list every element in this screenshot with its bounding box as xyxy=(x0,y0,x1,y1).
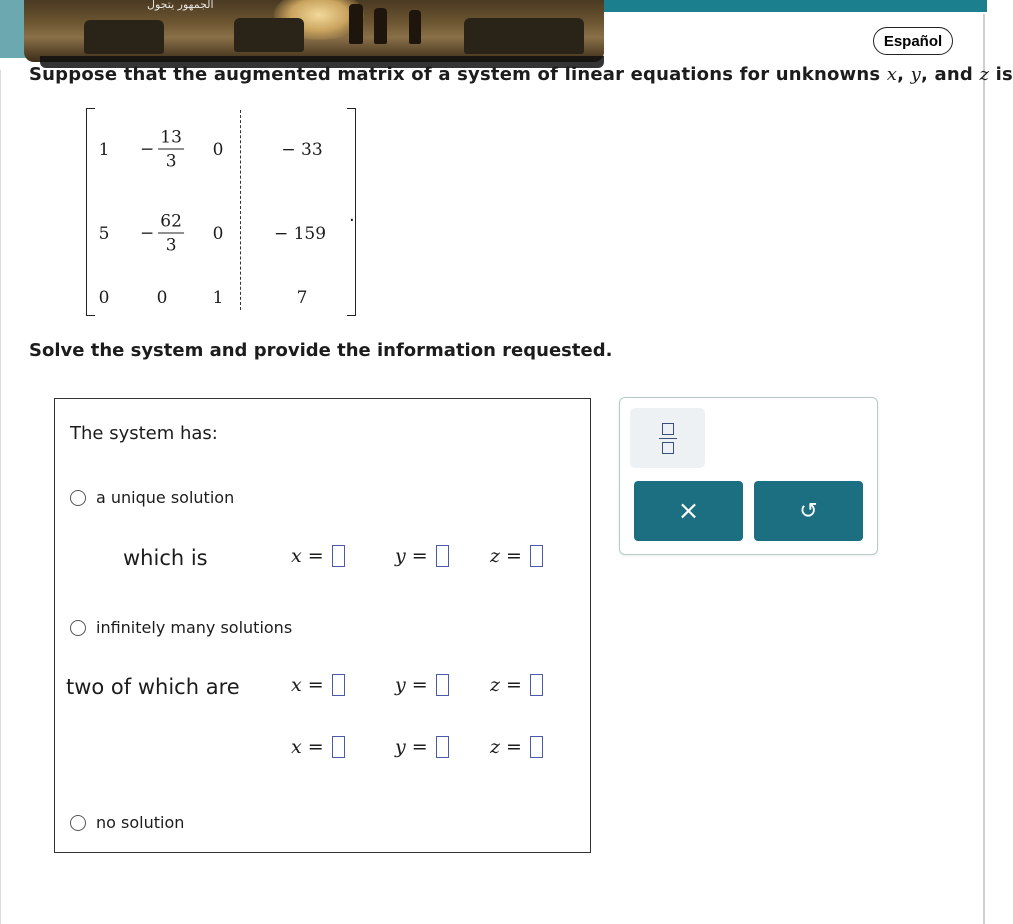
banner-caption: الجمهور يتجول xyxy=(147,0,214,11)
var-x: x xyxy=(886,64,898,85)
unique-z-input[interactable] xyxy=(530,545,543,567)
matrix-r2-c2 xyxy=(140,211,184,258)
header-accent-bar xyxy=(600,0,987,12)
inf1-y-eq xyxy=(395,674,449,696)
inf2-y-input[interactable] xyxy=(436,736,449,758)
banner-car-right xyxy=(464,18,584,54)
option-infinite[interactable] xyxy=(70,618,292,637)
matrix-r2-c3: 0 xyxy=(212,224,224,244)
system-has-label: The system has: xyxy=(70,423,218,444)
banner-person-1 xyxy=(349,4,363,44)
two-of-which-label: two of which are xyxy=(66,675,240,699)
inf2-z-input[interactable] xyxy=(530,736,543,758)
right-border xyxy=(983,14,985,924)
question-suffix: is xyxy=(989,64,1013,85)
banner-person-2 xyxy=(374,8,387,44)
question-sep-1: , xyxy=(897,64,911,85)
inf1-z-eq xyxy=(490,674,543,696)
matrix-period: . xyxy=(349,205,355,226)
matrix-r1-aug: − 33 xyxy=(281,140,323,160)
matrix-r3-aug: 7 xyxy=(296,288,308,308)
matrix-r2-c1: 5 xyxy=(98,224,110,244)
unique-x-eq xyxy=(291,545,345,567)
undo-button[interactable] xyxy=(754,481,863,541)
unique-y-eq xyxy=(395,545,449,567)
left-border xyxy=(0,70,1,924)
matrix-r2-aug: − 159 xyxy=(273,224,327,244)
unique-z-equals: = xyxy=(506,545,522,567)
matrix-r2-c2-den: 3 xyxy=(165,235,177,256)
augmented-matrix xyxy=(86,108,356,314)
matrix-r3-c1: 0 xyxy=(98,288,110,308)
unique-y-input[interactable] xyxy=(436,545,449,567)
banner-truck-left xyxy=(84,20,164,54)
fraction-numerator-icon xyxy=(662,423,674,435)
fraction-denominator-icon xyxy=(662,442,674,454)
matrix-r2-c2-sign: − xyxy=(140,223,155,244)
language-toggle-button[interactable]: Español xyxy=(873,27,953,55)
question-text xyxy=(29,64,1013,85)
unique-x-equals: = xyxy=(307,545,324,567)
fraction-bar-icon xyxy=(659,438,677,439)
question-sep-2: , and xyxy=(921,64,980,85)
inf2-x-eq xyxy=(291,736,345,758)
matrix-r3-c2: 0 xyxy=(156,288,168,308)
radio-none[interactable] xyxy=(70,815,86,831)
undo-icon: ↺ xyxy=(799,498,818,524)
inf2-x-equals: = xyxy=(307,736,324,758)
option-unique[interactable] xyxy=(70,488,234,507)
radio-infinite[interactable] xyxy=(70,620,86,636)
inf2-y-eq xyxy=(395,736,449,758)
inf2-x-label: x xyxy=(291,736,302,758)
banner-photo xyxy=(24,0,604,62)
inf1-x-label: x xyxy=(291,674,302,696)
radio-unique[interactable] xyxy=(70,490,86,506)
inf2-y-label: y xyxy=(395,736,406,758)
inf2-z-label: z xyxy=(490,736,501,758)
inf1-x-eq xyxy=(291,674,345,696)
matrix-r3-c3: 1 xyxy=(212,288,224,308)
inf1-y-equals: = xyxy=(411,674,428,696)
matrix-r1-c3: 0 xyxy=(212,140,224,160)
unique-z-eq xyxy=(490,545,543,567)
matrix-r1-c1: 1 xyxy=(98,140,110,160)
inf1-x-input[interactable] xyxy=(332,674,345,696)
inf2-y-equals: = xyxy=(411,736,428,758)
inf1-z-label: z xyxy=(490,674,501,696)
option-unique-label: a unique solution xyxy=(96,488,235,507)
matrix-r1-c2 xyxy=(140,127,184,174)
option-none-label: no solution xyxy=(96,813,185,832)
question-prefix: Suppose that the augmented matrix of a system of linear equations for unknowns xyxy=(29,64,887,85)
answer-box xyxy=(54,398,591,853)
inf1-x-equals: = xyxy=(307,674,324,696)
unique-y-equals: = xyxy=(411,545,428,567)
inf1-z-equals: = xyxy=(506,674,522,696)
matrix-left-bracket xyxy=(86,108,95,316)
fraction-button[interactable] xyxy=(630,408,705,468)
close-icon: × xyxy=(677,496,700,526)
inf2-x-input[interactable] xyxy=(332,736,345,758)
matrix-r2-c2-num: 62 xyxy=(160,211,182,232)
math-tool-panel xyxy=(619,397,878,555)
inf1-z-input[interactable] xyxy=(530,674,543,696)
banner-truck-mid xyxy=(234,18,304,52)
inf2-z-eq xyxy=(490,736,543,758)
inf1-y-label: y xyxy=(395,674,406,696)
var-y: y xyxy=(910,64,922,85)
clear-button[interactable] xyxy=(634,481,743,541)
matrix-r1-c2-den: 3 xyxy=(165,151,177,172)
matrix-r1-c2-num: 13 xyxy=(160,127,182,148)
matrix-r1-c2-sign: − xyxy=(140,139,155,160)
inf2-z-equals: = xyxy=(506,736,522,758)
unique-x-label: x xyxy=(291,545,302,567)
var-z: z xyxy=(979,64,990,85)
unique-z-label: z xyxy=(490,545,501,567)
unique-x-input[interactable] xyxy=(332,545,345,567)
option-none[interactable] xyxy=(70,813,184,832)
which-is-label: which is xyxy=(123,546,208,570)
unique-y-label: y xyxy=(395,545,406,567)
inf1-y-input[interactable] xyxy=(436,674,449,696)
augment-divider xyxy=(240,110,241,310)
instruction-text: Solve the system and provide the information requested. xyxy=(29,340,613,361)
banner-person-3 xyxy=(409,10,421,44)
option-infinite-label: infinitely many solutions xyxy=(96,618,293,637)
